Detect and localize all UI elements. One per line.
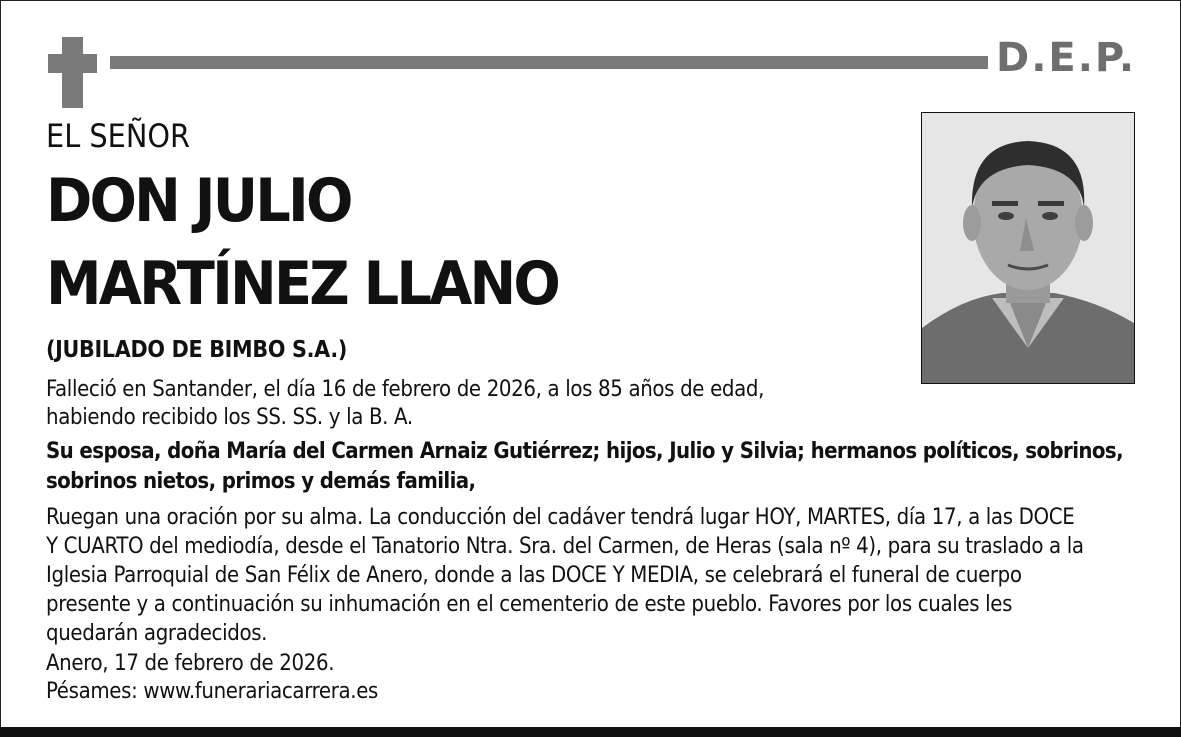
footer-rule bbox=[0, 727, 1181, 737]
death-details-line: habiendo recibido los SS. SS. y la B. A. bbox=[46, 405, 413, 430]
portrait-photo bbox=[921, 112, 1135, 384]
occupation: (JUBILADO DE BIMBO S.A.) bbox=[46, 337, 348, 363]
condolences-link[interactable]: Pésames: www.funerariacarrera.es bbox=[46, 679, 379, 704]
ceremony-line: presente y a continuación su inhumación en el cementerio de este pueblo. Favores por los cuales les bbox=[46, 592, 1013, 617]
family-line: Su esposa, doña María del Carmen Arnaiz Gutiérrez; hijos, Julio y Silvia; hermanos políticos, sobrinos, bbox=[46, 439, 1123, 464]
place-date: Anero, 17 de febrero de 2026. bbox=[46, 651, 335, 676]
ceremony-line: Ruegan una oración por su alma. La conducción del cadáver tendrá lugar HOY, MARTES, día 17, a las DOCE bbox=[46, 505, 1075, 530]
cross-icon-bar bbox=[48, 54, 97, 73]
ceremony-line: Iglesia Parroquial de San Félix de Anero, donde a las DOCE Y MEDIA, se celebrará el funeral de cuerpo bbox=[46, 563, 1022, 588]
header-rule bbox=[110, 56, 988, 69]
dep-label: D.E.P. bbox=[996, 35, 1137, 81]
deceased-name-line-1: DON JULIO bbox=[46, 166, 351, 236]
portrait-illustration bbox=[922, 113, 1134, 383]
family-line: sobrinos nietos, primos y demás familia, bbox=[46, 469, 476, 494]
ceremony-line: quedarán agradecidos. bbox=[46, 621, 268, 646]
death-details bbox=[46, 376, 764, 432]
ceremony-line: Y CUARTO del mediodía, desde el Tanatorio Ntra. Sra. del Carmen, de Heras (sala nº 4), para su traslado a la bbox=[46, 534, 1084, 559]
deceased-name-line-2: MARTÍNEZ LLANO bbox=[46, 249, 559, 319]
ceremony-details bbox=[46, 504, 1084, 649]
death-details-line: Falleció en Santander, el día 16 de febrero de 2026, a los 85 años de edad, bbox=[46, 377, 765, 402]
family-members bbox=[46, 438, 1123, 498]
salutation: EL SEÑOR bbox=[46, 117, 191, 155]
closing-block bbox=[46, 650, 378, 706]
